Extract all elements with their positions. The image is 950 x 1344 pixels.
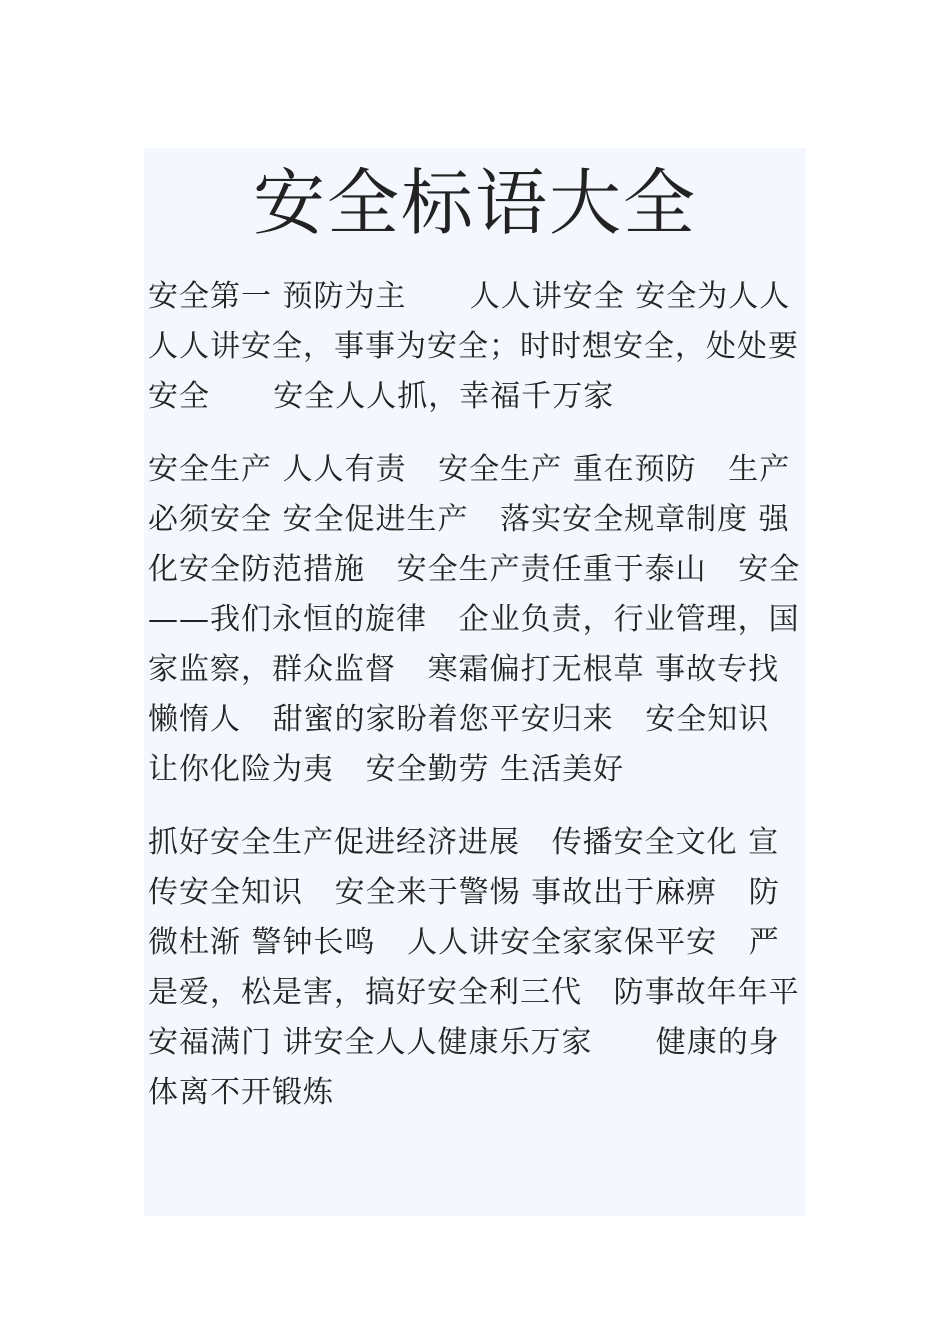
document-page <box>144 148 854 1216</box>
paragraph-2: 安全生产 人人有责 安全生产 重在预防 生产必须安全 安全促进生产 落实安全规章制度 强化安全防范措施 安全生产责任重于泰山 安全——我们永恒的旋律 企业负责，行业管理，国家监察，群众监督 寒霜偏打无根草 事故专找懒惰人 甜蜜的家盼着您平安归来 安全知识 让你化险为夷 安全勤劳 生活美好 <box>148 452 801 787</box>
paragraph-1: 安全第一 预防为主 人人讲安全 安全为人人 人人讲安全，事事为安全；时时想安全，处处要安全 安全人人抓，幸福千万家 <box>148 279 854 414</box>
page-title: 安全标语大全 <box>252 161 697 245</box>
paragraph-3: 抓好安全生产促进经济进展 传播安全文化 宣传安全知识 安全来于警惕 事故出于麻痹 防微杜渐 警钟长鸣 人人讲安全家家保平安 严是爱，松是害，搞好安全利三代 防事故年年平安福满门 讲安全人人健康乐万家 健康的身体离不开锻炼 <box>148 825 800 1110</box>
